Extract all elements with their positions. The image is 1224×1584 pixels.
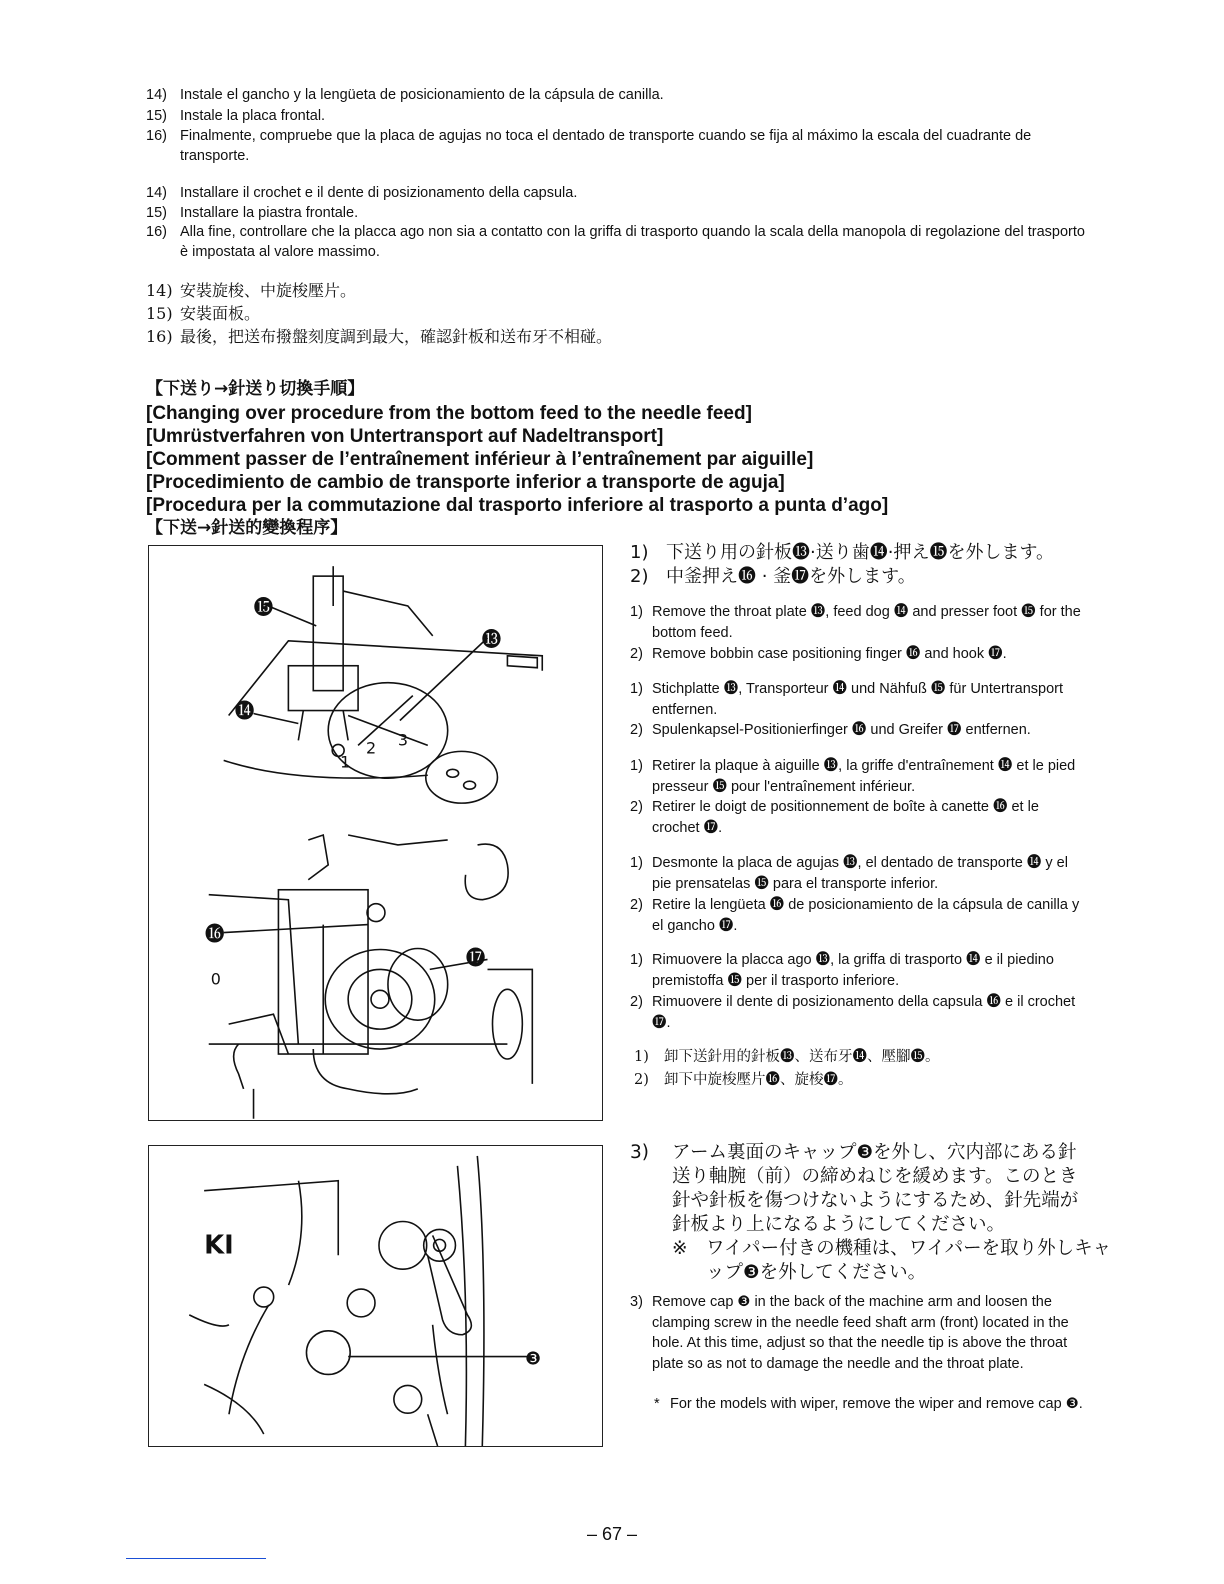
- step-number: 2): [630, 994, 643, 1010]
- heading-fr: [Comment passer de l’entraînement inférieur à l’entraînement par aiguille]: [146, 449, 814, 470]
- step-text: 卸下送針用的針板⓭、送布牙⓮、壓腳⓯。: [664, 1049, 940, 1065]
- step-text: Retirer le doigt de positionnement de boîte à canette ⓰ et le crochet ⓱.: [652, 799, 1039, 836]
- step-text: Desmonte la placa de agujas ⓭, el dentado de transporte ⓮ y el pie prensatelas ⓯ para el transporte inferior.: [652, 855, 1068, 892]
- italian-step-16: [146, 222, 1086, 262]
- figure-1-drawing: [149, 546, 602, 1120]
- step-text: 下送り用の針板⓭·送り歯⓮·押え⓯を外します。: [666, 542, 1055, 563]
- step-text: アーム裏面のキャップ❸を外し、穴内部にある針送り軸腕（前）の締めねじを緩めます。このとき針や針板を傷つけないようにするため、針先端が針板より上になるようにしてください。: [672, 1142, 1079, 1235]
- step-number: 3): [630, 1142, 649, 1163]
- chinese-step-14: [146, 280, 1086, 302]
- step-text: Finalmente, compruebe que la placa de agujas no toca el dentado de transporte cuando se fija al máximo la escala del cuadrante de transporte.: [180, 128, 1032, 164]
- bottom-rule: [126, 1558, 266, 1559]
- spanish-step-15: [146, 106, 1086, 126]
- step-text: Remove the throat plate ⓭, feed dog ⓮ and presser foot ⓯ for the bottom feed.: [652, 604, 1081, 641]
- callout-14: ⓮: [234, 699, 255, 723]
- step-text: Alla fine, controllare che la placca ago non sia a contatto con la griffa di trasporto quando la scala della manopola di regolazione del trasporto è impostata al valore massimo.: [180, 224, 1085, 260]
- step-text: Spulenkapsel-Positionierfinger ⓰ und Greifer ⓱ entfernen.: [652, 722, 1031, 738]
- step-text: 中釜押え⓰ · 釜⓱を外します。: [666, 566, 916, 587]
- heading-it: [Procedura per la commutazione dal trasporto inferiore al trasporto a punta d’ago]: [146, 495, 889, 516]
- callout-17: ⓱: [465, 946, 486, 970]
- callout-3: ❸: [525, 1348, 542, 1370]
- step-number: 1): [630, 855, 643, 871]
- zero-mark: 0: [210, 969, 221, 989]
- italian-step-15: [146, 203, 1086, 223]
- instr3-ja-note: [672, 1237, 1127, 1285]
- instr3-en-note: [654, 1394, 1090, 1415]
- instr-ja-2: [630, 565, 1090, 589]
- step-number: 1): [634, 1049, 649, 1065]
- step-text: Rimuovere il dente di posizionamento della capsula ⓰ e il crochet ⓱.: [652, 994, 1076, 1031]
- callout-16: ⓰: [204, 922, 225, 946]
- instr-fr-1: [630, 756, 1090, 797]
- step-number: 2): [630, 566, 649, 587]
- step-number: 15): [146, 304, 173, 323]
- instr-en-2: [630, 644, 1090, 665]
- figure-2-drawing: [149, 1146, 602, 1446]
- dial-mark-2: 2: [366, 738, 377, 758]
- step-number: 2): [630, 646, 643, 662]
- heading-es: [Procedimiento de cambio de transporte inferior a transporte de aguja]: [146, 472, 785, 493]
- step-number: 14): [146, 185, 167, 201]
- step-text: Stichplatte ⓭, Transporteur ⓮ und Nähfuß ⓯ für Untertransport entfernen.: [652, 681, 1064, 718]
- instr3-ja: [630, 1141, 1085, 1237]
- heading-ja: 【下送り→針送り切換手順】: [146, 379, 365, 399]
- dial-mark-1: 1: [340, 752, 351, 772]
- instr-es-2: [630, 895, 1090, 936]
- step-number: 16): [146, 128, 167, 144]
- callout-15: ⓯: [253, 595, 274, 619]
- step-number: 1): [630, 758, 643, 774]
- step-number: 15): [146, 205, 167, 221]
- step-number: 14): [146, 281, 173, 300]
- spanish-step-16: [146, 126, 1086, 166]
- figure-arm-cap: [148, 1145, 603, 1447]
- step-text: 卸下中旋梭壓片⓰、旋梭⓱。: [664, 1072, 853, 1088]
- step-text: 安裝面板。: [180, 304, 261, 323]
- step-text: Installare il crochet e il dente di posizionamento della capsula.: [180, 185, 578, 201]
- instr3-en: [630, 1292, 1090, 1374]
- step-number: 2): [630, 897, 643, 913]
- step-text: Remove bobbin case positioning finger ⓰ and hook ⓱.: [652, 646, 1007, 662]
- step-number: 3): [630, 1294, 643, 1310]
- instr-de-1: [630, 679, 1090, 720]
- italian-step-14: [146, 183, 1086, 203]
- chinese-step-16: [146, 326, 1086, 348]
- note-mark: *: [654, 1396, 660, 1412]
- step-number: 2): [634, 1072, 649, 1088]
- chinese-step-15: [146, 303, 1086, 325]
- instr-zh-1: [634, 1047, 1094, 1068]
- instr-zh-2: [634, 1070, 1094, 1091]
- instr-it-2: [630, 992, 1090, 1033]
- step-text: Retire la lengüeta ⓰ de posicionamiento de la cápsula de canilla y el gancho ⓱.: [652, 897, 1080, 934]
- figure-needle-plate-and-hook: [148, 545, 603, 1121]
- step-text: 安裝旋梭、中旋梭壓片。: [180, 281, 357, 300]
- instr-ja-1: [630, 541, 1090, 565]
- callout-13: ⓭: [481, 627, 502, 651]
- note-text: For the models with wiper, remove the wiper and remove cap ❸.: [670, 1396, 1083, 1412]
- step-text: Instale la placa frontal.: [180, 108, 326, 124]
- step-number: 16): [146, 327, 173, 346]
- step-number: 1): [630, 681, 643, 697]
- page-number: – 67 –: [586, 1524, 638, 1544]
- step-text: Retirer la plaque à aiguille ⓭, la griffe d'entraînement ⓮ et le pied presseur ⓯ pour l'entraînement inférieur.: [652, 758, 1076, 795]
- step-number: 16): [146, 224, 167, 240]
- step-number: 2): [630, 799, 643, 815]
- instr-es-1: [630, 853, 1090, 894]
- step-text: Remove cap ❸ in the back of the machine arm and loosen the clamping screw in the needle feed shaft arm (front) located in the hole. At this time, adjust so that the needle tip is above the throat plate so as not to damage the needle and the throat plate.: [652, 1294, 1069, 1372]
- step-number: 1): [630, 604, 643, 620]
- spanish-step-14: [146, 85, 1086, 105]
- heading-de: [Umrüstverfahren von Untertransport auf Nadeltransport]: [146, 426, 664, 447]
- step-text: Instale el gancho y la lengüeta de posicionamiento de la cápsula de canilla.: [180, 87, 664, 103]
- instr-fr-2: [630, 797, 1090, 838]
- step-text: 最後，把送布撥盤刻度調到最大，確認針板和送布牙不相碰。: [180, 327, 613, 346]
- step-number: 1): [630, 952, 643, 968]
- note-text: ワイパー付きの機種は、ワイパーを取り外しキャップ❸を外してください。: [706, 1238, 1112, 1283]
- step-text: Installare la piastra frontale.: [180, 205, 359, 221]
- instr-de-2: [630, 720, 1090, 741]
- step-text: Rimuovere la placca ago ⓭, la griffa di trasporto ⓮ e il piedino premistoffa ⓯ per il trasporto inferiore.: [652, 952, 1054, 989]
- note-mark: ※: [672, 1238, 688, 1259]
- step-number: 15): [146, 108, 167, 124]
- step-number: 1): [630, 542, 649, 563]
- instr-en-1: [630, 602, 1090, 643]
- brand-logo: KI: [204, 1230, 234, 1261]
- instr-it-1: [630, 950, 1090, 991]
- heading-en: [Changing over procedure from the bottom feed to the needle feed]: [146, 403, 752, 424]
- heading-zh: 【下送→針送的變換程序】: [146, 518, 348, 538]
- step-number: 14): [146, 87, 167, 103]
- step-number: 2): [630, 722, 643, 738]
- dial-mark-3: 3: [397, 730, 409, 750]
